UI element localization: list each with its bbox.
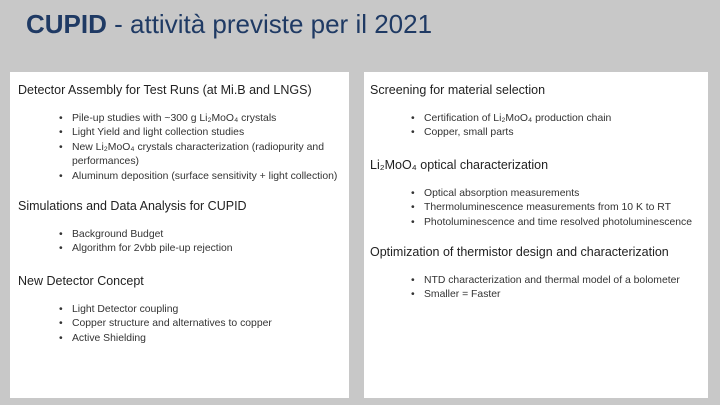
list-optical	[370, 187, 708, 230]
list-thermistor	[370, 274, 708, 303]
list-item: • Certification of Li₂MoO₄ production chain	[424, 112, 708, 126]
list-item: • Copper structure and alternatives to copper	[72, 317, 349, 331]
section-heading-screening: Screening for material selection	[370, 83, 546, 97]
section-heading-thermistor: Optimization of thermistor design and characterization	[370, 245, 669, 260]
list-item: • Algorithm for 2vbb pile-up rejection	[72, 242, 349, 256]
title-cupid: CUPID	[26, 9, 107, 39]
list-item: • Light Detector coupling	[72, 303, 349, 317]
section-heading-new-detector: New Detector Concept	[18, 273, 144, 288]
list-item: • Light Yield and light collection studies	[72, 126, 349, 140]
section-heading-simulations: Simulations and Data Analysis for CUPID	[18, 199, 247, 214]
list-item: • Photoluminescence and time resolved photoluminescence	[424, 216, 708, 230]
list-item: • New Li₂MoO₄ crystals characterization (radiopurity and performances)	[72, 141, 349, 170]
section-heading-optical: Li₂MoO₄ optical characterization	[370, 157, 549, 172]
list-item: • Optical absorption measurements	[424, 187, 708, 201]
list-item: • Active Shielding	[72, 332, 349, 346]
list-detector-assembly	[18, 112, 349, 184]
section-heading-detector-assembly: Detector Assembly for Test Runs (at Mi.B and LNGS)	[18, 83, 312, 97]
title-rest: - attività previste per il 2021	[106, 9, 433, 39]
list-item: • Background Budget	[72, 228, 349, 242]
list-item: • Pile-up studies with ~300 g Li₂MoO₄ crystals	[72, 112, 349, 126]
slide-title	[26, 6, 432, 42]
right-panel	[364, 72, 708, 398]
left-panel	[10, 72, 349, 398]
list-screening	[370, 112, 708, 141]
list-item: • NTD characterization and thermal model of a bolometer	[424, 274, 708, 288]
list-item: • Smaller = Faster	[424, 288, 708, 302]
list-item: • Copper, small parts	[424, 126, 708, 140]
list-simulations	[18, 228, 349, 257]
list-item: • Aluminum deposition (surface sensitivity + light collection)	[72, 170, 349, 184]
list-item: • Thermoluminescence measurements from 10 K to RT	[424, 201, 708, 215]
list-new-detector	[18, 303, 349, 346]
